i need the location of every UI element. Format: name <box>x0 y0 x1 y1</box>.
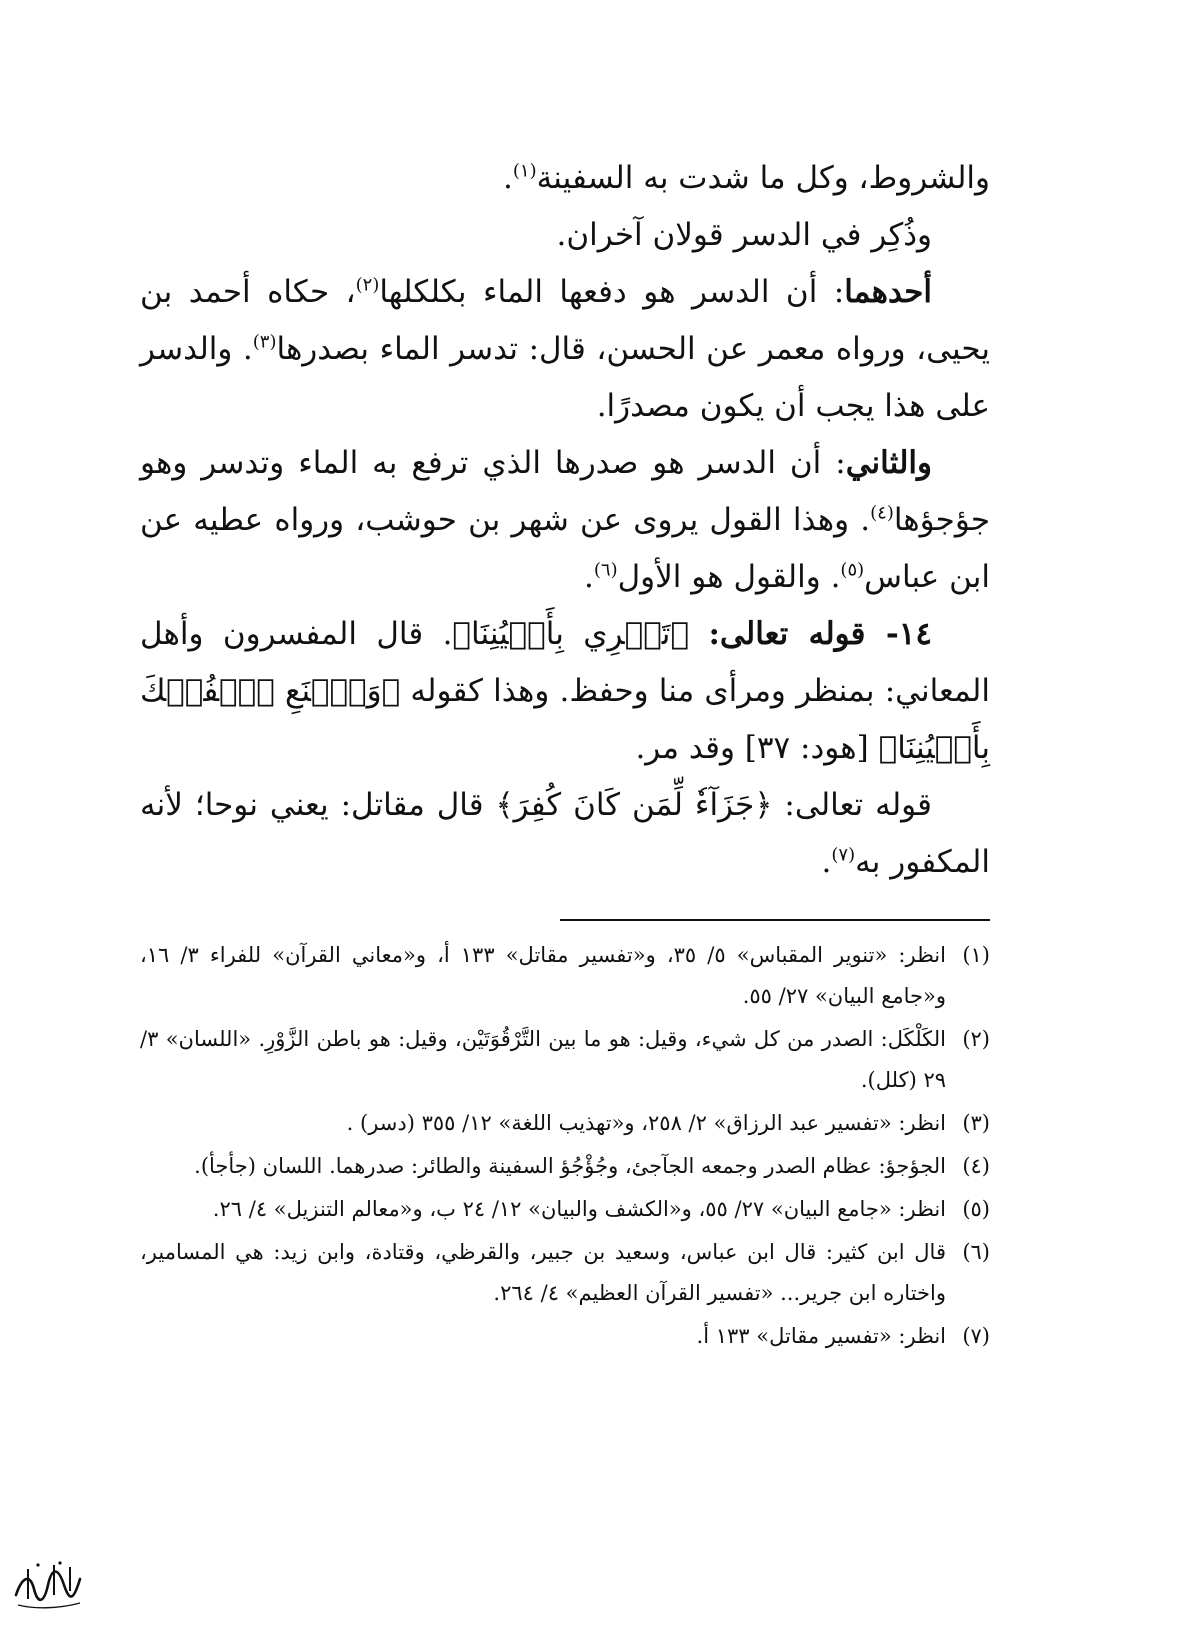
p3-text-c: . والدسر على هذا يجب أن يكون مصدرًا. <box>140 331 990 424</box>
footnote-2 <box>140 1019 990 1101</box>
p6-text: ﴿جَزَآءٗ لِّمَن كَانَ كُفِرَ﴾ قال مقاتل: يعني نوحا؛ لأنه المكفور به <box>140 787 990 880</box>
footnote-4 <box>140 1146 990 1187</box>
footnote-ref-4[interactable]: (٤) <box>870 502 894 524</box>
page-content <box>140 150 990 1359</box>
logo-svg <box>8 1555 88 1615</box>
footnote-divider <box>560 919 990 921</box>
footnote-number: (٥) <box>962 1197 990 1221</box>
main-text <box>140 150 990 891</box>
p1-text: والشروط، وكل ما شدت به السفينة <box>536 160 990 196</box>
footnote-7 <box>140 1316 990 1357</box>
paragraph-6 <box>140 777 990 891</box>
p3-lead: أحدهما <box>844 274 932 310</box>
footnote-number: (٣) <box>962 1111 990 1135</box>
footnote-ref-1[interactable]: (١) <box>512 160 537 182</box>
footnote-5 <box>140 1189 990 1230</box>
footnote-ref-3[interactable]: (٣) <box>252 331 277 353</box>
footnote-ref-2[interactable]: (٢) <box>355 274 380 296</box>
p1-end: . <box>503 160 513 196</box>
footnote-text: الجؤجؤ: عظام الصدر وجمعه الجآجئ، وجُؤْجُؤ السفينة والطائر: صدرهما. اللسان (جأجأ). <box>194 1154 946 1178</box>
footnote-ref-7[interactable]: (٧) <box>831 844 856 866</box>
footnote-3 <box>140 1103 990 1144</box>
footnote-number: (٢) <box>962 1027 990 1051</box>
footnote-6 <box>140 1232 990 1314</box>
p5-lead: ١٤- قوله تعالى: <box>708 616 932 652</box>
paragraph-4 <box>140 435 990 606</box>
p4-lead: والثاني <box>845 445 932 481</box>
footnote-number: (١) <box>962 943 990 967</box>
p6-end: . <box>821 844 832 880</box>
paragraph-3 <box>140 264 990 435</box>
p3-text-b: ، حكاه أحمد بن يحيى، ورواه معمر عن الحسن، قال: تدسر الماء بصدرها <box>140 274 991 367</box>
p2-text: وذُكِر في الدسر قولان آخران. <box>556 217 932 253</box>
p4-text-b: . وهذا القول يروى عن شهر بن حوشب، ورواه عطيه عن ابن عباس <box>140 502 990 595</box>
calligraphy-stamp-icon <box>8 1555 88 1615</box>
footnote-text: الكَلْكَل: الصدر من كل شيء، وقيل: هو ما بين التَّرْقُوَتَيْن، وقيل: هو باطن الزَّوْرِ. «اللسان» ٣/ ٢٩ (كلل). <box>140 1027 946 1092</box>
p3-text-a: : أن الدسر هو دفعها الماء بكلكلها <box>379 274 845 310</box>
footnote-1 <box>140 935 990 1017</box>
footnote-text: انظر: «تفسير مقاتل» ١٣٣ أ. <box>696 1324 946 1348</box>
footnote-text: انظر: «جامع البيان» ٢٧/ ٥٥، و«الكشف والبيان» ١٢/ ٢٤ ب، و«معالم التنزيل» ٤/ ٢٦. <box>212 1197 946 1221</box>
paragraph-2 <box>140 207 990 264</box>
footnote-text: انظر: «تنوير المقباس» ٥/ ٣٥، و«تفسير مقاتل» ١٣٣ أ، و«معاني القرآن» للفراء ٣/ ١٦، و«جامع البيان» ٢٧/ ٥٥. <box>140 943 946 1008</box>
p4-end: . <box>584 559 594 595</box>
paragraph-1 <box>140 150 990 207</box>
p4-text-c: . والقول هو الأول <box>617 559 841 595</box>
footnote-number: (٤) <box>962 1154 990 1178</box>
p6-lead: قوله تعالى: <box>784 787 932 823</box>
paragraph-5 <box>140 606 990 777</box>
footnote-text: انظر: «تفسير عبد الرزاق» ٢/ ٢٥٨، و«تهذيب اللغة» ١٢/ ٣٥٥ (دسر) . <box>346 1111 946 1135</box>
footnote-ref-5[interactable]: (٥) <box>840 559 865 581</box>
footnote-text: قال ابن كثير: قال ابن عباس، وسعيد بن جبير، والقرظي، وقتادة، وابن زيد: هي المسامير، واختاره ابن جرير... «تفسير القرآن العظيم» ٤/ ٢٦٤. <box>140 1240 946 1305</box>
footnotes <box>140 935 990 1357</box>
p5-text: ﴿تَجۡرِي بِأَعۡيُنِنَا﴾. قال المفسرون وأهل المعاني: بمنظر ومرأى منا وحفظ. وهذا كقوله ﴿وَٱصۡنَعِ ٱلۡفُلۡكَ بِأَعۡيُنِنَا﴾ [هود: ٣٧] وقد مر. <box>140 616 990 766</box>
footnote-number: (٧) <box>962 1324 990 1348</box>
footnote-number: (٦) <box>962 1240 990 1264</box>
footnote-ref-6[interactable]: (٦) <box>593 559 618 581</box>
p4-text-a: : أن الدسر هو صدرها الذي ترفع به الماء وتدسر وهو جؤجؤها <box>140 445 990 538</box>
